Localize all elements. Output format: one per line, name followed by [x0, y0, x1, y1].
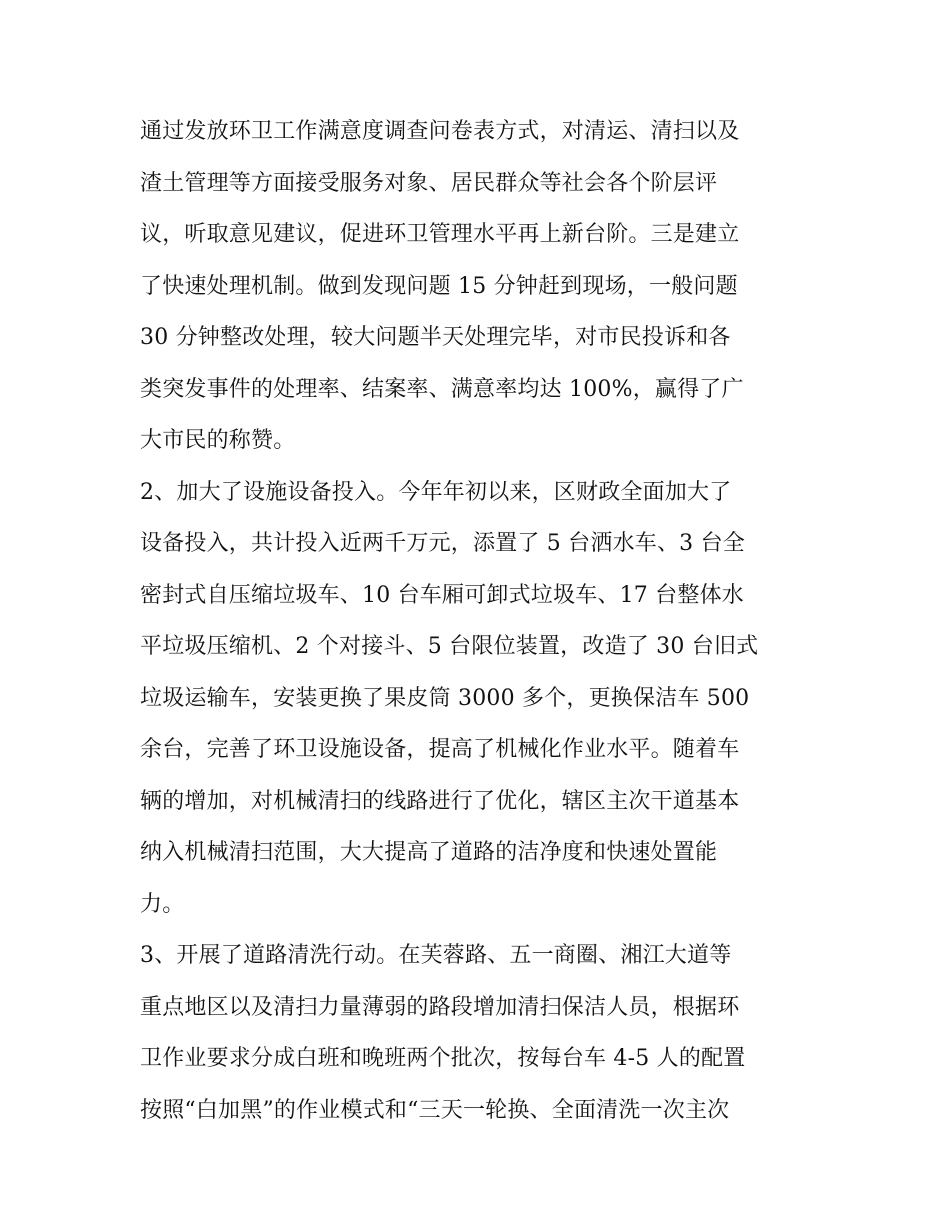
text-line: 大市民的称赞。: [140, 428, 296, 453]
text-line: 辆的增加，对机械清扫的线路进行了优化，辖区主次干道基本: [140, 788, 740, 814]
text-line: 设备投入，共计投入近两千万元，添置了 5 台洒水车、3 台全: [140, 531, 745, 556]
text-line: 按照“白加黑”的作业模式和“三天一轮换、全面清洗一次主次: [140, 1097, 730, 1123]
text-line: 议，听取意见建议，促进环卫管理水平再上新台阶。三是建立: [140, 222, 740, 247]
text-line: 类突发事件的处理率、结案率、满意率均达 100%，赢得了广: [140, 376, 744, 402]
text-line: 余台，完善了环卫设施设备，提高了机械化作业水平。随着车: [140, 737, 740, 762]
text-line: 重点地区以及清扫力量薄弱的路段增加清扫保洁人员，根据环: [140, 994, 740, 1020]
text-line: 密封式自压缩垃圾车、10 台车厢可卸式垃圾车、17 台整体水: [140, 582, 744, 608]
text-line: 纳入机械清扫范围，大大提高了道路的洁净度和快速处置能: [140, 840, 718, 865]
text-line: 渣土管理等方面接受服务对象、居民群众等社会各个阶层评: [140, 170, 718, 196]
text-line: 了快速处理机制。做到发现问题 15 分钟赶到现场，一般问题: [140, 273, 738, 299]
section-2-line: 2、加大了设施设备投入。今年年初以来，区财政全面加大了: [140, 479, 732, 505]
section-3-line: 3、开展了道路清洗行动。在芙蓉路、五一商圈、湘江大道等: [140, 943, 732, 968]
text-line: 力。: [140, 891, 185, 917]
text-line: 30 分钟整改处理，较大问题半天处理完毕，对市民投诉和各: [140, 325, 731, 350]
body-text: [140, 106, 820, 1136]
text-line: 平垃圾压缩机、2 个对接斗、5 台限位装置，改造了 30 台旧式: [140, 634, 759, 659]
text-line: 垃圾运输车，安装更换了果皮筒 3000 多个，更换保洁车 500: [140, 685, 750, 711]
text-line: 通过发放环卫工作满意度调查问卷表方式，对清运、清扫以及: [140, 119, 740, 144]
text-line: 卫作业要求分成白班和晚班两个批次，按每台车 4-5 人的配置: [140, 1046, 746, 1071]
